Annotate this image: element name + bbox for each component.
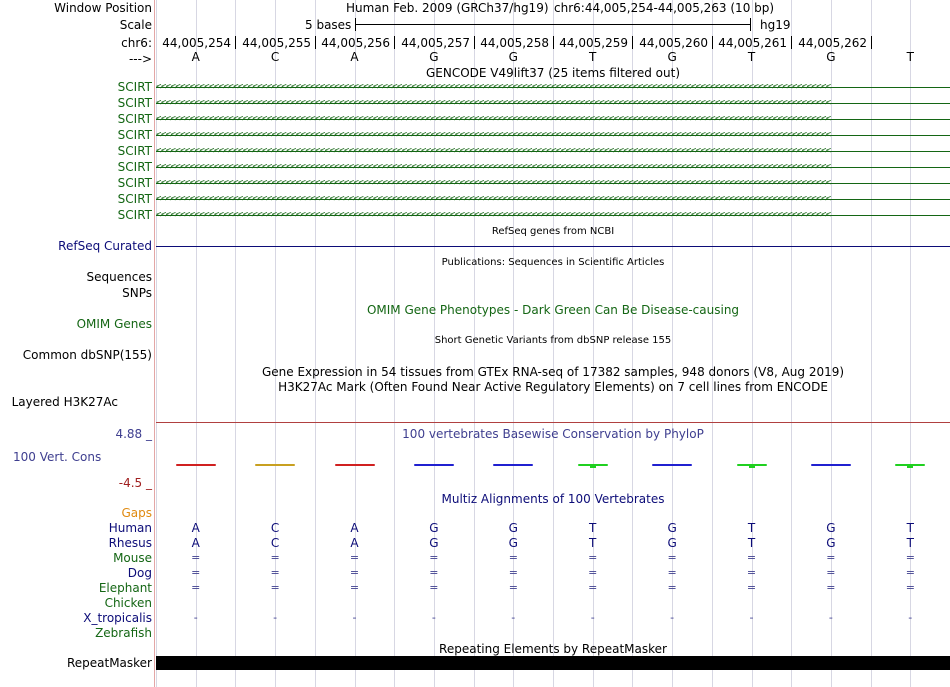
alignment-cell: T xyxy=(747,536,756,550)
alignment-cell: = xyxy=(429,551,439,564)
gencode-strand-arrows: <<<<<<<<<<<<<<<<<<<<<<<<<<<<<<<<<<<<<<<<<<<<<<<<<<<<<<<<<<<<<<<<<<<<<<<<<<<<<<<<<<<<<<<<<<<<<<<<<<<<<<<<<<<<<<<<<<<<<<<<<<<<<<<<<<<<<<<<<<<< xyxy=(156,82,831,92)
ruler-base: T xyxy=(906,50,914,64)
ruler-base: A xyxy=(350,50,359,64)
publications-track-title[interactable]: Publications: Sequences in Scientific Articles xyxy=(441,257,665,268)
ruler-base: G xyxy=(667,50,677,64)
ruler-coordinate: 44,005,260 xyxy=(639,36,708,50)
alignment-cell: T xyxy=(906,536,914,550)
alignment-cell: = xyxy=(905,551,915,564)
conservation-track-label[interactable]: 100 Vert. Cons xyxy=(13,450,102,464)
gencode-strand-arrows: <<<<<<<<<<<<<<<<<<<<<<<<<<<<<<<<<<<<<<<<<<<<<<<<<<<<<<<<<<<<<<<<<<<<<<<<<<<<<<<<<<<<<<<<<<<<<<<<<<<<<<<<<<<<<<<<<<<<<<<<<<<<<<<<<<<<<<<<<<<< xyxy=(156,178,831,188)
gencode-item-label[interactable]: SCIRT xyxy=(117,80,152,94)
alignment-cell: A xyxy=(350,521,359,535)
scale-text: 5 bases xyxy=(305,18,352,32)
alignment-cell: = xyxy=(508,551,518,564)
alignment-cell: G xyxy=(826,521,836,535)
repeatmasker-track-title[interactable]: Repeating Elements by RepeatMasker xyxy=(439,642,667,656)
conservation-max-label: 4.88 _ xyxy=(115,427,152,441)
conservation-bar[interactable] xyxy=(255,464,295,466)
ruler-base: G xyxy=(429,50,439,64)
refseq-gene-line[interactable] xyxy=(156,246,950,247)
species-label-rhesus[interactable]: Rhesus xyxy=(108,536,152,550)
conservation-track-title[interactable]: 100 vertebrates Basewise Conservation by PhyloP xyxy=(402,427,704,441)
conservation-bar[interactable] xyxy=(652,464,692,466)
ruler-base: T xyxy=(747,50,756,64)
gtex-track-title[interactable]: Gene Expression in 54 tissues from GTEx RNA-seq of 17382 samples, 948 donors (V8, Aug 2019) xyxy=(261,365,845,379)
alignment-cell: - xyxy=(511,611,516,624)
gencode-item-label[interactable]: SCIRT xyxy=(117,192,152,206)
alignment-cell: = xyxy=(191,581,201,594)
ruler-coordinate: 44,005,258 xyxy=(480,36,549,50)
assembly-text: Human Feb. 2009 (GRCh37/hg19) xyxy=(346,1,549,15)
conservation-bar[interactable] xyxy=(176,464,216,466)
alignment-cell: G xyxy=(508,521,518,535)
alignment-cell: = xyxy=(905,566,915,579)
alignment-cell: T xyxy=(589,536,597,550)
alignment-cell: = xyxy=(508,566,518,579)
alignment-cell: = xyxy=(588,551,598,564)
alignment-cell: = xyxy=(667,581,677,594)
position-text: chr6:44,005,254-44,005,263 (10 bp) xyxy=(554,1,775,15)
track-separator xyxy=(156,422,950,423)
ruler-base: G xyxy=(508,50,518,64)
ruler-coordinate: 44,005,255 xyxy=(242,36,311,50)
species-label-mouse[interactable]: Mouse xyxy=(113,551,152,565)
gencode-item-label[interactable]: SCIRT xyxy=(117,144,152,158)
omim-track-label[interactable]: OMIM Genes xyxy=(76,317,152,331)
alignment-cell: = xyxy=(588,581,598,594)
alignment-cell: - xyxy=(352,611,357,624)
repeatmasker-track-label[interactable]: RepeatMasker xyxy=(66,656,152,670)
alignment-cell: - xyxy=(590,611,595,624)
ruler-base: T xyxy=(589,50,597,64)
conservation-min-label: -4.5 _ xyxy=(118,476,152,490)
alignment-cell: C xyxy=(270,521,280,535)
chrom-label: chr6: xyxy=(121,36,152,50)
gencode-strand-arrows: <<<<<<<<<<<<<<<<<<<<<<<<<<<<<<<<<<<<<<<<<<<<<<<<<<<<<<<<<<<<<<<<<<<<<<<<<<<<<<<<<<<<<<<<<<<<<<<<<<<<<<<<<<<<<<<<<<<<<<<<<<<<<<<<<<<<<<<<<<<< xyxy=(156,114,831,124)
ruler-coordinate: 44,005,259 xyxy=(559,36,628,50)
ruler-coordinate: 44,005,261 xyxy=(718,36,787,50)
species-label-human[interactable]: Human xyxy=(108,521,152,535)
alignment-cell: = xyxy=(191,566,201,579)
ruler-base: A xyxy=(191,50,200,64)
gencode-strand-arrows: <<<<<<<<<<<<<<<<<<<<<<<<<<<<<<<<<<<<<<<<<<<<<<<<<<<<<<<<<<<<<<<<<<<<<<<<<<<<<<<<<<<<<<<<<<<<<<<<<<<<<<<<<<<<<<<<<<<<<<<<<<<<<<<<<<<<<<<<<<<< xyxy=(156,130,831,140)
species-label-zebrafish[interactable]: Zebrafish xyxy=(95,626,152,640)
ruler-coordinate: 44,005,256 xyxy=(321,36,390,50)
alignment-cell: - xyxy=(273,611,278,624)
alignment-cell: - xyxy=(828,611,833,624)
gencode-item-label[interactable]: SCIRT xyxy=(117,176,152,190)
conservation-peak[interactable] xyxy=(749,464,755,468)
gencode-item-label[interactable]: SCIRT xyxy=(117,96,152,110)
multiz-gaps-label[interactable]: Gaps xyxy=(121,506,152,520)
refseq-track-title[interactable]: RefSeq genes from NCBI xyxy=(491,226,615,237)
gencode-strand-arrows: <<<<<<<<<<<<<<<<<<<<<<<<<<<<<<<<<<<<<<<<<<<<<<<<<<<<<<<<<<<<<<<<<<<<<<<<<<<<<<<<<<<<<<<<<<<<<<<<<<<<<<<<<<<<<<<<<<<<<<<<<<<<<<<<<<<<<<<<<<<< xyxy=(156,98,831,108)
gencode-track-title[interactable]: GENCODE V49lift37 (25 items filtered out) xyxy=(425,66,680,80)
alignment-cell: - xyxy=(431,611,436,624)
alignment-cell: = xyxy=(667,551,677,564)
alignment-cell: = xyxy=(349,581,360,594)
species-label-chicken[interactable]: Chicken xyxy=(104,596,152,610)
alignment-cell: A xyxy=(191,536,200,550)
alignment-cell: - xyxy=(908,611,913,624)
alignment-cell: = xyxy=(429,581,439,594)
ruler-tick xyxy=(871,36,872,49)
alignment-cell: = xyxy=(826,581,836,594)
alignment-cell: = xyxy=(588,566,598,579)
dbsnp-track-label[interactable]: Common dbSNP(155) xyxy=(22,348,152,362)
alignment-cell: - xyxy=(749,611,754,624)
species-label-elephant[interactable]: Elephant xyxy=(98,581,152,595)
dbsnp-track-title[interactable]: Short Genetic Variants from dbSNP release 155 xyxy=(434,335,672,346)
gencode-strand-arrows: <<<<<<<<<<<<<<<<<<<<<<<<<<<<<<<<<<<<<<<<<<<<<<<<<<<<<<<<<<<<<<<<<<<<<<<<<<<<<<<<<<<<<<<<<<<<<<<<<<<<<<<<<<<<<<<<<<<<<<<<<<<<<<<<<<<<<<<<<<<< xyxy=(156,194,831,204)
alignment-cell: = xyxy=(746,566,757,579)
gencode-strand-arrows: <<<<<<<<<<<<<<<<<<<<<<<<<<<<<<<<<<<<<<<<<<<<<<<<<<<<<<<<<<<<<<<<<<<<<<<<<<<<<<<<<<<<<<<<<<<<<<<<<<<<<<<<<<<<<<<<<<<<<<<<<<<<<<<<<<<<<<<<<<<< xyxy=(156,146,831,156)
alignment-cell: G xyxy=(826,536,836,550)
alignment-cell: = xyxy=(429,566,439,579)
refseq-track-label[interactable]: RefSeq Curated xyxy=(58,239,152,253)
scale-db: hg19 xyxy=(760,18,791,32)
alignment-cell: - xyxy=(193,611,198,624)
h3k27ac-track-title[interactable]: H3K27Ac Mark (Often Found Near Active Regulatory Elements) on 7 cell lines from ENCODE xyxy=(278,380,828,394)
alignment-cell: T xyxy=(906,521,914,535)
alignment-cell: = xyxy=(508,581,518,594)
gencode-item-label[interactable]: SCIRT xyxy=(117,112,152,126)
alignment-cell: = xyxy=(826,551,836,564)
alignment-cell: = xyxy=(270,566,280,579)
ruler-base: C xyxy=(270,50,280,64)
alignment-cell: = xyxy=(826,566,836,579)
alignment-cell: = xyxy=(667,566,677,579)
alignment-cell: T xyxy=(589,521,597,535)
alignment-cell: = xyxy=(349,551,360,564)
alignment-cell: = xyxy=(746,551,757,564)
conservation-bar[interactable] xyxy=(811,464,851,466)
scale-label: Scale xyxy=(119,18,152,32)
multiz-track-title[interactable]: Multiz Alignments of 100 Vertebrates xyxy=(441,492,665,506)
alignment-cell: = xyxy=(270,581,280,594)
conservation-bar[interactable] xyxy=(335,464,375,466)
alignment-cell: A xyxy=(191,521,200,535)
gencode-item-label[interactable]: SCIRT xyxy=(117,128,152,142)
alignment-cell: = xyxy=(905,581,915,594)
omim-track-title[interactable]: OMIM Gene Phenotypes - Dark Green Can Be Disease-causing xyxy=(366,303,740,317)
alignment-cell: = xyxy=(746,581,757,594)
alignment-cell: - xyxy=(670,611,675,624)
gencode-strand-arrows: <<<<<<<<<<<<<<<<<<<<<<<<<<<<<<<<<<<<<<<<<<<<<<<<<<<<<<<<<<<<<<<<<<<<<<<<<<<<<<<<<<<<<<<<<<<<<<<<<<<<<<<<<<<<<<<<<<<<<<<<<<<<<<<<<<<<<<<<<<<< xyxy=(156,210,831,220)
alignment-cell: = xyxy=(270,551,280,564)
strand-label: ---> xyxy=(128,52,152,66)
conservation-bar[interactable] xyxy=(493,464,533,466)
window-position-label: Window Position xyxy=(54,1,152,15)
label-column-separator xyxy=(154,0,155,687)
publications-sequences-label[interactable]: Sequences xyxy=(86,270,152,284)
alignment-cell: G xyxy=(429,521,439,535)
alignment-cell: T xyxy=(747,521,756,535)
species-label-dog[interactable]: Dog xyxy=(127,566,152,580)
gencode-item-label[interactable]: SCIRT xyxy=(117,208,152,222)
conservation-peak[interactable] xyxy=(907,464,913,468)
ruler-base: G xyxy=(826,50,836,64)
alignment-cell: = xyxy=(191,551,201,564)
conservation-bar[interactable] xyxy=(414,464,454,466)
alignment-cell: A xyxy=(350,536,359,550)
h3k27ac-track-label[interactable]: Layered H3K27Ac xyxy=(11,395,118,409)
alignment-cell: G xyxy=(667,536,677,550)
ruler-coordinate: 44,005,262 xyxy=(798,36,867,50)
conservation-peak[interactable] xyxy=(590,464,596,468)
scale-bar xyxy=(355,24,751,25)
alignment-cell: G xyxy=(429,536,439,550)
repeatmasker-block[interactable] xyxy=(156,656,950,670)
alignment-cell: = xyxy=(349,566,360,579)
alignment-cell: G xyxy=(667,521,677,535)
ruler-coordinate: 44,005,257 xyxy=(401,36,470,50)
ruler-coordinate: 44,005,254 xyxy=(162,36,231,50)
publications-snps-label[interactable]: SNPs xyxy=(122,286,152,300)
species-label-x_tropicalis[interactable]: X_tropicalis xyxy=(83,611,152,625)
alignment-cell: G xyxy=(508,536,518,550)
gencode-item-label[interactable]: SCIRT xyxy=(117,160,152,174)
gencode-strand-arrows: <<<<<<<<<<<<<<<<<<<<<<<<<<<<<<<<<<<<<<<<<<<<<<<<<<<<<<<<<<<<<<<<<<<<<<<<<<<<<<<<<<<<<<<<<<<<<<<<<<<<<<<<<<<<<<<<<<<<<<<<<<<<<<<<<<<<<<<<<<<< xyxy=(156,162,831,172)
alignment-cell: C xyxy=(270,536,280,550)
